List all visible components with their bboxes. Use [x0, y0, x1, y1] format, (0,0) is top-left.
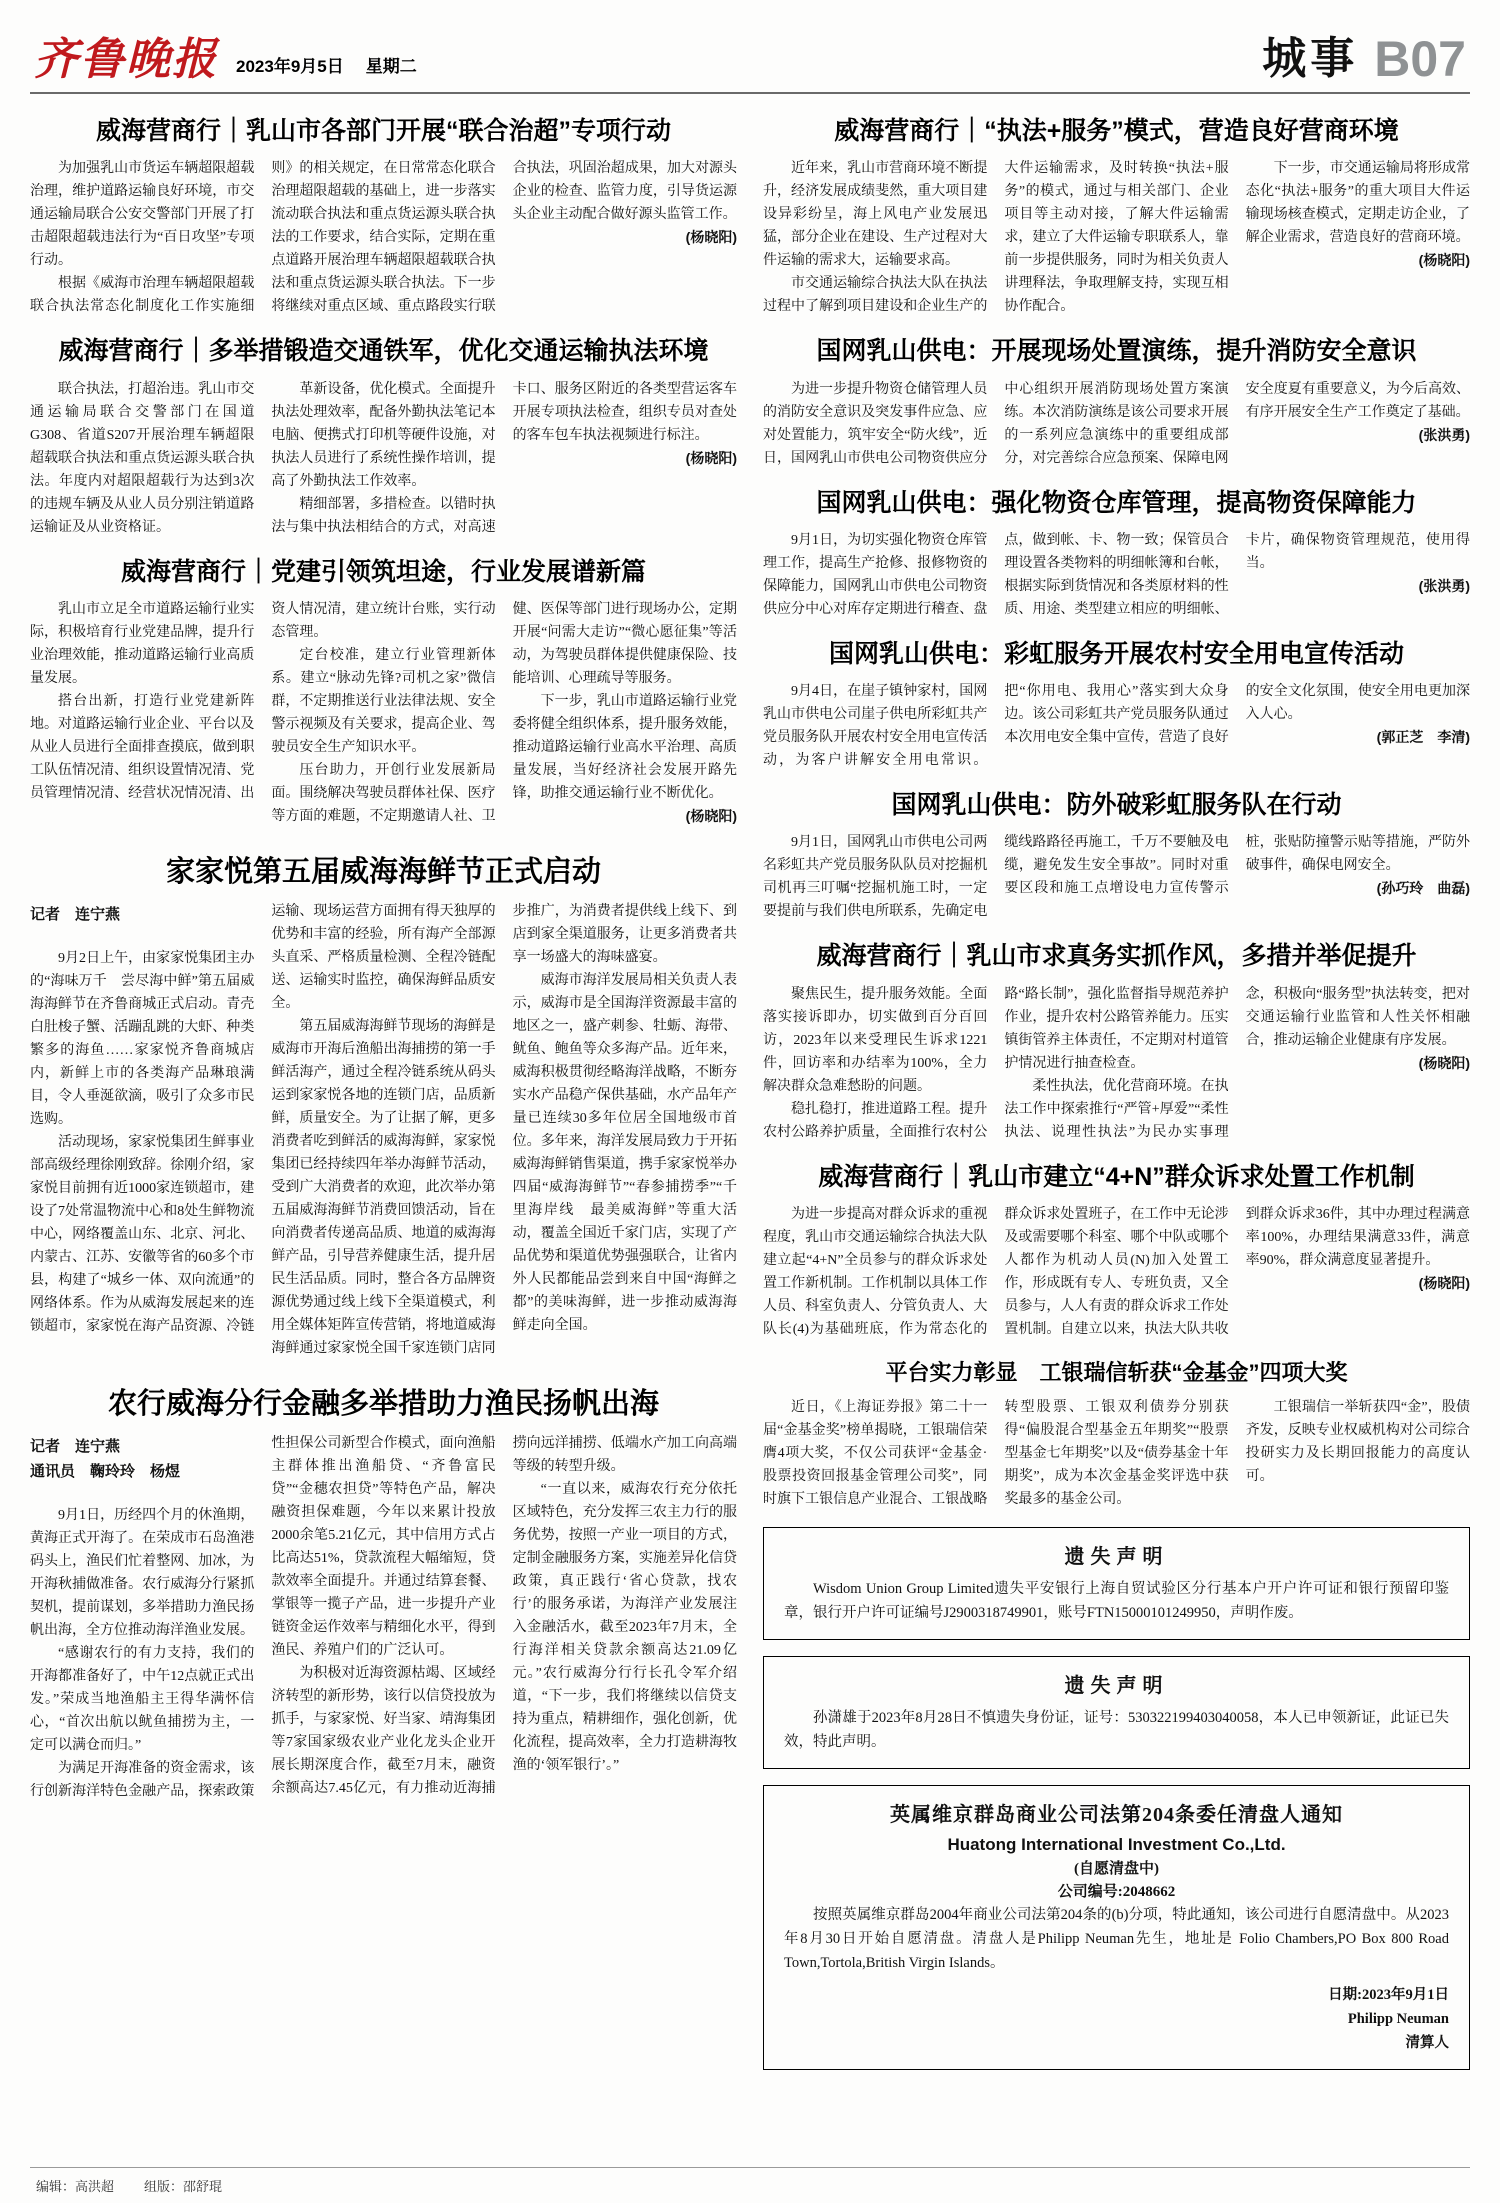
- article-title: 威海营商行｜“执法+服务”模式，营造良好营商环境: [834, 117, 1399, 145]
- loss-statement-2: [763, 1656, 1470, 1769]
- weekday-text: 星期二: [365, 57, 417, 76]
- page-number: B07: [1374, 30, 1466, 87]
- paragraph: 9月1日，为切实强化物资仓库管理工作，提高生产抢修、报修物资的保障能力，国网乳山市供电公司物资供应分中心对库存定期进行稽查、盘点，做到帐、卡、物一致；保管员合理设置各类物料的明细帐簿和台帐，根据实际到货情况和各类原材料的性质、用途、类型建立相应的明细帐、卡片，确保物资管理规范，使用得当。: [763, 532, 1470, 617]
- notice-date: 日期:2023年9月1日: [1328, 1987, 1449, 2004]
- article-body: [763, 529, 1470, 621]
- paragraph: “感谢农行的有力支持，我们的开海都准备好了，中午12点就正式出发。”荣成当地渔船主王得华满怀信心，“首次出航以鱿鱼捕捞为主，一定可以满仓而归。”: [30, 1646, 255, 1754]
- paragraph: 聚焦民生，提升服务效能。全面落实接诉即办，切实做到百分百回访，2023年以来受理民生诉求1221件，回访率和办结率为100%，全力解决群众急难愁盼的问题。: [763, 986, 988, 1094]
- paragraph: 压台助力，开创行业发展新局面。围绕解决驾驶员群体社保、医疗等方面的难题，不定期邀请人社、卫健、医保等部门进行现场办公，定期开展“问需大走访”“微心愿征集”等活动，为驾驶员群体提供健康保险、技能培训、心理疏导等服务。: [271, 601, 737, 824]
- paragraph: 根据《威海市治理车辆超限超载联合执法常态化制度化工作实施细则》的相关规定，在日常常态化联合治理超限超载的基础上，进一步落实流动联合执法和重点货运源头联合执法的工作要求，结合实际，定期在重点道路开展治理车辆超限超载联合执法和重点货运源头联合执法。下一步将继续对重点区域、重点路段实行联合执法，巩固治超成果，加大对源头企业的检查、监管力度，引导货运源头企业主动配合做好源头监管工作。: [30, 161, 737, 315]
- company-status: (自愿清盘中): [1074, 1861, 1159, 1878]
- paragraph: 9月2日上午，由家家悦集团主办的“海味万千 尝尽海中鲜”第五届威海海鲜节在齐鲁商城正式启动。青壳白肚梭子蟹、活蹦乱跳的大虾、种类繁多的海鱼……家家悦齐鲁商城店内，新鲜上市的各类海产品琳琅满目，令人垂涎欲滴，吸引了众多市民选购。: [30, 951, 255, 1127]
- company-number: 公司编号:2048662: [1057, 1884, 1176, 1901]
- author-signature: (郭正芝 李清): [1376, 729, 1470, 745]
- article-title: 威海营商行｜党建引领筑坦途，行业发展谱新篇: [120, 557, 646, 586]
- newspaper-logo: 齐鲁晚报: [34, 34, 218, 86]
- paragraph: 搭台出新，打造行业党建新阵地。对道路运输行业企业、平台以及从业人员进行全面排查摸底，做到职工队伍情况清、组织设置情况清、党员管理情况清、经营状况情况清、出资人情况清，建立统计台账，实行动态管理。: [30, 601, 496, 801]
- notice-title: 英属维京群岛商业公司法第204条委任清盘人通知: [890, 1804, 1343, 1827]
- paragraph: 威海市海洋发展局相关负责人表示，威海市是全国海洋资源最丰富的地区之一，盛产刺参、牡蛎、海带、鱿鱼、鲍鱼等众多海产品。近年来，威海积极贯彻经略海洋战略，不断夯实水产品稳产保供基础，水产品年产量已连续30多年位居全国地级市首位。多年来，海洋发展局致力于开拓威海海鲜销售渠道，携手家家悦举办四届“威海海鲜节”“春参捕捞季”“千里海岸线 最美威海鲜”等重大活动，覆盖全国近千家门店，实现了产品优势和渠道优势强强联合，让省内外人民都能品尝到来自中国“海鲜之都”的美味海鲜，进一步推动威海海鲜走向全国。: [512, 973, 737, 1333]
- paragraph: 9月4日，在崖子镇钟家村，国网乳山市供电公司崖子供电所彩虹共产党员服务队开展农村安全用电宣传活动，为客户讲解安全用电常识。把“你用电、我用心”落实到大众身边。该公司彩虹共产党员服务队通过本次用电安全集中宣传，营造了良好的安全文化氛围，使安全用电更加深入人心。: [763, 684, 1470, 768]
- page-footer: [30, 2167, 1470, 2195]
- paragraph: 9月1日，历经四个月的休渔期，黄海正式开海了。在荣成市石岛渔港码头上，渔民们忙着整网、加冰，为开海秋捕做准备。农行威海分行紧抓契机，提前谋划，多举措助力渔民扬帆出海，全方位推动海洋渔业发展。: [30, 1508, 255, 1639]
- byline: [30, 902, 254, 927]
- article-body: [763, 157, 1470, 318]
- author-signature: (杨晓阳): [1418, 252, 1470, 269]
- article-title: 平台实力彰显 工银瑞信斩获“金基金”四项大奖: [885, 1359, 1348, 1385]
- paragraph: 为进一步提升物资仓储管理人员的消防安全意识及突发事件应急、应对处置能力，筑牢安全“防火线”，近日，国网乳山市供电公司物资供应分中心组织开展消防现场处置方案演练。本次消防演练是该公司要求开展的一系列应急演练中的重要组成部分，对完善综合应急预案、保障电网安全度夏有重要意义，为今后高效、有序开展安全生产工作奠定了基础。: [763, 381, 1470, 466]
- article-body: [763, 1396, 1470, 1511]
- article-work-style-improvement: [763, 941, 1470, 1143]
- article-body: [763, 831, 1470, 923]
- author-signature: (杨晓阳): [1418, 1054, 1470, 1071]
- article-body: [763, 983, 1470, 1144]
- notice-title: 遗失声明: [1064, 1546, 1169, 1569]
- article-title: 威海营商行｜乳山市建立“4+N”群众诉求处置工作机制: [818, 1162, 1415, 1191]
- paragraph: 为积极对近海资源枯竭、区域经济转型的新形势，该行以信贷投放为抓手，与家家悦、好当家、靖海集团等7家国家级农业产业化龙头企业开展长期深度合作，截至7月末，融资余额高达7.45亿元，有力推动近海捕捞向远洋捕捞、低端水产加工向高端等级的转型升级。: [271, 1436, 737, 1797]
- author-signature: (张洪勇): [1418, 426, 1470, 443]
- paragraph: 乳山市立足全市道路运输行业实际，积极培育行业党建品牌，提升行业治理效能，推动道路运输行业高质量发展。: [30, 601, 255, 686]
- author-signature: (杨晓阳): [685, 229, 737, 246]
- author-signature: (杨晓阳): [1418, 1274, 1470, 1291]
- article-title: 国网乳山供电：强化物资仓库管理，提高物资保障能力: [816, 488, 1417, 517]
- article-abc-bank-fishermen: [30, 1386, 737, 1803]
- editor-credit: 编辑：高洪超: [36, 2179, 115, 2194]
- author-signature: (张洪勇): [1418, 577, 1470, 594]
- company-name: Huatong International Investment Co.,Ltd.: [947, 1835, 1286, 1855]
- masthead: [30, 0, 1470, 94]
- article-title: 国网乳山供电：彩虹服务开展农村安全用电宣传活动: [828, 639, 1404, 668]
- article-grid-fire-drill: [763, 336, 1470, 469]
- section-block: [1262, 30, 1466, 87]
- article-title: 农行威海分行金融多举措助力渔民扬帆出海: [107, 1388, 659, 1420]
- paragraph: 工银瑞信一举斩获四“金”，股债齐发，反映专业权威机构对公司综合投研实力及长期回报能力的高度认可。: [1245, 1400, 1470, 1485]
- article-body: [763, 1203, 1470, 1341]
- paragraph: 下一步，市交通运输局将形成常态化“执法+服务”的重大项目大件运输现场核查模式，定期走访企业，了解企业需求，营造良好的营商环境。: [1245, 161, 1470, 246]
- notice-title: 遗失声明: [1064, 1675, 1169, 1698]
- notice-body: Wisdom Union Group Limited遗失平安银行上海自贸试验区分行基本户开户许可证和银行预留印鉴章，银行开户许可证编号J2900318749901，账号FTN15000101249950，声明作废。: [784, 1581, 1449, 1622]
- article-body: [30, 598, 737, 828]
- section-name: 城事: [1262, 34, 1359, 84]
- article-title: 威海营商行｜乳山市求真务实抓作风，多措并举促提升: [816, 942, 1417, 971]
- article-party-building: [30, 557, 737, 828]
- paragraph: 精细部署，多措检查。以错时执法与集中执法相结合的方式，对高速卡口、服务区附近的各类型营运客车开展专项执法检查，组织专员对查处的客车包车执法视频进行标注。: [271, 381, 737, 535]
- article-body: [30, 157, 737, 318]
- paragraph: 柔性执法，优化营商环境。在执法工作中探索推行“严管+厚爱”“柔性执法、说理性执法”为民办实事理念，积极向“服务型”执法转变，把对交通运输行业监管和人性关怀相融合，推动运输企业健康有序发展。: [1004, 986, 1470, 1140]
- article-4n-complaint-mechanism: [763, 1162, 1470, 1341]
- bvi-liquidation-notice: [763, 1785, 1470, 2070]
- article-grid-rainbow-service: [763, 639, 1470, 772]
- paragraph: 活动现场，家家悦集团生鲜事业部高级经理徐刚致辞。徐刚介绍，家家悦目前拥有近1000家连锁超市，建设了7处常温物流中心和8处生鲜物流中心，网络覆盖山东、北京、河北、内蒙古、江苏、安徽等省的60多个市县，构建了“城乡一体、双向流通”的网络体系。作为从威海发展起来的连锁超市，家家悦在海产品资源、冷链运输、现场运营方面拥有得天独厚的优势和丰富的经验，所有海产全部源头直采、严格质量检测、全程冷链配送、运输实时监控，确保海鲜品质安全。: [30, 904, 496, 1334]
- author-signature: (杨晓阳): [685, 807, 737, 824]
- paragraph: 革新设备，优化模式。全面提升执法处理效率，配备外勤执法笔记本电脑、便携式打印机等硬件设施，对执法人员进行了系统性操作培训，提高了外勤执法工作效率。: [271, 381, 496, 489]
- paragraph: 下一步，乳山市道路运输行业党委将健全组织体系，提升服务效能，推动道路运输行业高水平治理、高质量发展，当好经济社会发展开路先锋，助推交通运输行业不断优化。: [512, 693, 737, 801]
- paragraph: 为进一步提高对群众诉求的重视程度，乳山市交通运输综合执法大队建立起“4+N”全员参与的群众诉求处置工作新机制。工作机制以具体工作人员、科室负责人、分管负责人、大队长(4)为基础班底，作为常态化的群众诉求处置班子，在工作中无论涉及或需要哪个科室、哪个中队或哪个人都作为机动人员(N)加入处置工作，形成既有专人、专班负责，又全员参与，人人有责的群众诉求工作处置机制。自建立以来，执法大队共收到群众诉求36件，其中办理过程满意率100%，办理结果满意33件，满意率90%，群众满意度显著提升。: [763, 1206, 1470, 1337]
- article-title: 家家悦第五届威海海鲜节正式启动: [165, 855, 601, 888]
- paragraph: 市交通运输综合执法大队在执法过程中了解到项目建设和企业生产的大件运输需求，及时转换“执法+服务”的模式，通过与相关部门、企业项目等主动对接，了解大件运输需求，建立了大件运输专职联系人，靠前一步提供服务，同时为相关负责人讲理释法，争取理解支持，实现互相协作配合。: [763, 161, 1229, 315]
- article-joint-overload-campaign: [30, 116, 737, 318]
- paragraph: 9月1日，国网乳山市供电公司两名彩虹共产党员服务队队员对挖掘机司机再三叮嘱“挖掘机施工时，一定要提前与我们供电所联系，先确定电缆线路路径再施工，千万不要触及电缆，避免发生安全事故”。同时对重要区段和施工点增设电力宣传警示桩，张贴防撞警示贴等措施，严防外破事件，确保电网安全。: [763, 835, 1470, 920]
- article-grid-damage-prevention: [763, 790, 1470, 923]
- author-signature: (杨晓阳): [685, 449, 737, 466]
- article-body: [30, 1432, 737, 1803]
- typesetter-credit: 组版：邵舒琨: [144, 2179, 223, 2194]
- article-body: [30, 900, 737, 1360]
- paragraph: 稳扎稳打，推进道路工程。提升农村公路养护质量，全面推行农村公路“路长制”，强化监督指导规范养护作业，提升农村公路管养能力。压实镇街管养主体责任，不定期对村道管护情况进行抽查检查。: [763, 986, 1229, 1140]
- paragraph: 为满足开海准备的资金需求，该行创新海洋特色金融产品，探索政策性担保公司新型合作模式，面向渔船主群体推出渔船贷、“齐鲁富民贷”“金穗农担贷”等特色产品，解决融资担保难题，今年以来累计投放2000余笔5.21亿元，其中信用方式占比高达51%，贷款流程大幅缩短，贷款效率全面提升。并通过结算套餐、掌银等一揽子产品，进一步提升产业链资金运作效率与精细化水平，得到渔民、养殖户们的广泛认可。: [30, 1436, 496, 1800]
- paragraph: 近年来，乳山市营商环境不断提升，经济发展成绩斐然，重大项目建设异彩纷呈，海上风电产业发展迅猛，部分企业在建设、生产过程对大件运输的需求大，运输要求高。: [763, 161, 988, 269]
- byline: [30, 1434, 254, 1484]
- left-column: [30, 98, 737, 2070]
- right-column: [763, 98, 1470, 2070]
- liquidator-sign-block: [784, 1983, 1449, 2055]
- article-body: [763, 378, 1470, 470]
- article-title: 威海营商行｜多举措锻造交通铁军，优化交通运输执法环境: [58, 337, 709, 366]
- loss-statement-1: [763, 1527, 1470, 1640]
- paragraph: 近日，《上海证券报》第二十一届“金基金奖”榜单揭晓，工银瑞信荣膺4项大奖，不仅公司获评“金基金·股票投资回报基金管理公司奖”，同时旗下工银信息产业混合、工银战略转型股票、工银双利债券分别获得“偏股混合型基金五年期奖”“股票型基金七年期奖”以及“债券基金十年期奖”，成为本次金基金奖评选中获奖最多的基金公司。: [763, 1400, 1229, 1508]
- page-body: [30, 94, 1470, 2070]
- article-icbc-fund-awards: [763, 1359, 1470, 1512]
- article-body: [30, 378, 737, 539]
- article-enforcement-plus-service: [763, 116, 1470, 318]
- liquidator-name: Philipp Neuman: [1347, 2011, 1449, 2028]
- byline-line: 记者 连宁燕: [30, 906, 121, 923]
- article-title: 威海营商行｜乳山市各部门开展“联合治超”专项行动: [95, 117, 671, 145]
- paragraph: “一直以来，威海农行充分依托区域特色，充分发挥三农主力行的服务优势，按照一产业一项目的方式，定制金融服务方案，实施差异化信贷政策，真正践行‘省心贷款，找农行’的服务承诺，为海洋产业发展注入金融活水，截至2023年7月末，全行海洋相关贷款余额高达21.09亿元。”农行威海分行行长孔令军介绍道，“下一步，我们将继续以信贷支持为重点，精耕细作，强化创新，优化流程，提高效率，全力打造耕海牧渔的‘领军银行’。”: [512, 1482, 737, 1774]
- date-text: 2023年9月5日: [236, 57, 344, 76]
- paragraph: 第五届威海海鲜节现场的海鲜是威海市开海后渔船出海捕捞的第一手鲜活海产，通过全程冷链系统从码头运到家家悦各地的连锁门店，品质新鲜，质量安全。为了让据了解，更多消费者吃到鲜活的威海海鲜，家家悦集团已经持续四年举办海鲜节活动，受到广大消费者的欢迎，此次举办第五届威海海鲜节消费回馈活动，旨在向消费者传递高品质、地道的威海海鲜产品，引导营养健康生活，提升居民生活品质。同时，整合各方品牌资源优势通过线上线下全渠道模式，利用全媒体矩阵宣传营销，将地道威海海鲜通过家家悦全国千家连锁门店同步推广，为消费者提供线上线下、到店到家全渠道服务，让更多消费者共享一场盛大的海味盛宴。: [271, 904, 737, 1356]
- notice-body: 按照英属维京群岛2004年商业公司法第204条的(b)分项，特此通知，该公司进行自愿清盘中。从2023年8月30日开始自愿清盘。清盘人是Philipp Neuman先生，地址是 Folio Chambers,PO Box 800 Road Town,Tortola,British Virgin Islands。: [784, 1907, 1449, 1972]
- paragraph: 定台校准，建立行业管理新体系。建立“脉动先锋?司机之家”微信群，不定期推送行业法律法规、安全警示视频及有关要求，提高企业、驾驶员安全生产知识水平。: [271, 647, 496, 755]
- article-transport-law-enforcement: [30, 336, 737, 538]
- byline-line: 通讯员 鞠玲玲 杨煜: [30, 1463, 181, 1481]
- article-grid-warehouse-management: [763, 488, 1470, 621]
- article-title: 国网乳山供电：防外破彩虹服务队在行动: [891, 791, 1342, 819]
- author-signature: (孙巧玲 曲磊): [1376, 880, 1470, 897]
- paragraph: 联合执法，打超治违。乳山市交通运输局联合交警部门在国道G308、省道S207开展治理车辆超限超载联合执法和重点货运源头联合执法。年度内对超限超载行为达到3次的违规车辆及从业人员分别注销道路运输证及从业资格证。: [30, 381, 255, 535]
- paragraph: 为加强乳山市货运车辆超限超载治理，维护道路运输良好环境，市交通运输局联合公安交警部门开展了打击超限超载违法行为“百日攻坚”专项行动。: [30, 161, 255, 269]
- article-body: [763, 680, 1470, 772]
- byline-line: 记者 连宁燕: [30, 1438, 121, 1456]
- liquidator-role: 清算人: [1405, 2035, 1449, 2052]
- article-jiajiayue-seafood-festival: [30, 854, 737, 1360]
- notice-body: 孙潇雄于2023年8月28日不慎遗失身份证，证号：530322199403040058，本人已申领新证，此证已失效，特此声明。: [784, 1710, 1449, 1751]
- article-title: 国网乳山供电：开展现场处置演练，提升消防安全意识: [816, 337, 1417, 366]
- date-block: [236, 52, 417, 80]
